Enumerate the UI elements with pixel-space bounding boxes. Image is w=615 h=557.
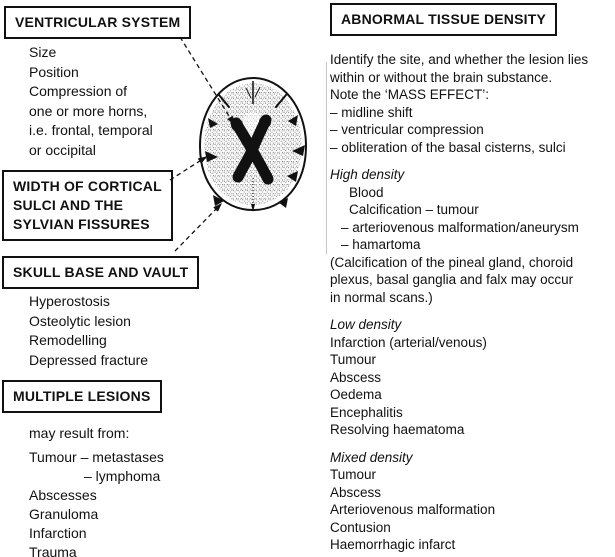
- text-line: Arteriovenous malformation: [330, 502, 496, 517]
- heading-line: WIDTH OF CORTICAL: [13, 178, 162, 194]
- brain-axial-section-illustration: [196, 74, 310, 214]
- text-line: Blood: [349, 184, 384, 200]
- ventricular-system-title: VENTRICULAR SYSTEM: [15, 14, 181, 30]
- text-line: High density: [330, 167, 405, 182]
- list-item: Tumour – metastases: [29, 449, 164, 465]
- text-line: Tumour: [330, 352, 377, 367]
- abnormal-tissue-density-title: ABNORMAL TISSUE DENSITY: [341, 11, 547, 27]
- multiple-lesions-intro: [29, 424, 129, 444]
- list-item: Compression of: [29, 83, 128, 99]
- text-line: – midline shift: [330, 104, 413, 120]
- text-line: Calcification – tumour: [349, 202, 479, 217]
- text-line: Note the ‘MASS EFFECT’:: [330, 87, 490, 102]
- list-item: Position: [29, 63, 79, 80]
- list-item: Abscesses: [29, 487, 97, 503]
- heading-line: SYLVIAN FISSURES: [13, 216, 150, 232]
- text-line: Abscess: [330, 369, 382, 385]
- text-line: plexus, basal ganglia and falx may occur: [330, 272, 574, 287]
- text-line: Resolving haematoma: [330, 422, 465, 437]
- list-item: Depressed fracture: [29, 351, 149, 368]
- skull-base-heading-box: [2, 256, 199, 289]
- text-line: Tumour: [330, 467, 377, 482]
- list-item: Size: [29, 44, 57, 60]
- list-item: Hyperostosis: [29, 293, 110, 309]
- text-line: within or without the brain substance.: [330, 69, 553, 85]
- text-line: Encephalitis: [330, 404, 403, 420]
- text-line: – arteriovenous malformation/aneurysm: [341, 219, 579, 235]
- list-item: Trauma: [29, 544, 77, 557]
- text-line: (Calcification of the pineal gland, choroid: [330, 254, 574, 270]
- text-line: – ventricular compression: [330, 122, 484, 137]
- list-item: or occipital: [29, 141, 96, 158]
- multiple-lesions-heading-box: [2, 380, 162, 413]
- list-item: i.e. frontal, temporal: [29, 122, 153, 138]
- text-line: in normal scans.): [330, 289, 433, 305]
- list-item: one or more horns,: [29, 102, 148, 119]
- cortical-sulci-heading-box: [2, 170, 173, 241]
- list-item: – lymphoma: [84, 468, 161, 484]
- text-line: Abscess: [330, 484, 382, 500]
- list-item: Remodelling: [29, 332, 107, 348]
- text-line: Haemorrhagic infarct: [330, 537, 456, 552]
- text-line: Contusion: [330, 519, 391, 535]
- list-item: Infarction: [29, 525, 87, 541]
- text-line: Low density: [330, 317, 402, 332]
- skull-base-title: SKULL BASE AND VAULT: [13, 264, 189, 280]
- ventricular-system-list: [29, 43, 153, 160]
- multiple-lesions-list: [29, 448, 164, 557]
- skull-base-list: [29, 292, 148, 370]
- ventricular-system-heading-box: [4, 6, 191, 39]
- heading-line: SULCI AND THE: [13, 197, 124, 213]
- multiple-lesions-title: MULTIPLE LESIONS: [13, 388, 151, 404]
- text-line: – hamartoma: [341, 237, 421, 252]
- abnormal-tissue-density-heading-box: [330, 3, 557, 36]
- list-item: Osteolytic lesion: [29, 312, 131, 329]
- abnormal-tissue-density-text: [330, 51, 615, 554]
- text-line: Oedema: [330, 387, 382, 402]
- text-line: Mixed density: [330, 449, 413, 465]
- text-line: Infarction (arterial/venous): [330, 334, 487, 350]
- list-item: Granuloma: [29, 506, 99, 522]
- text-line: – obliteration of the basal cisterns, sulci: [330, 139, 566, 155]
- text-line: Identify the site, and whether the lesion lies: [330, 52, 589, 67]
- intro-text: may result from:: [29, 425, 130, 441]
- scan-artifact-line: [326, 62, 327, 254]
